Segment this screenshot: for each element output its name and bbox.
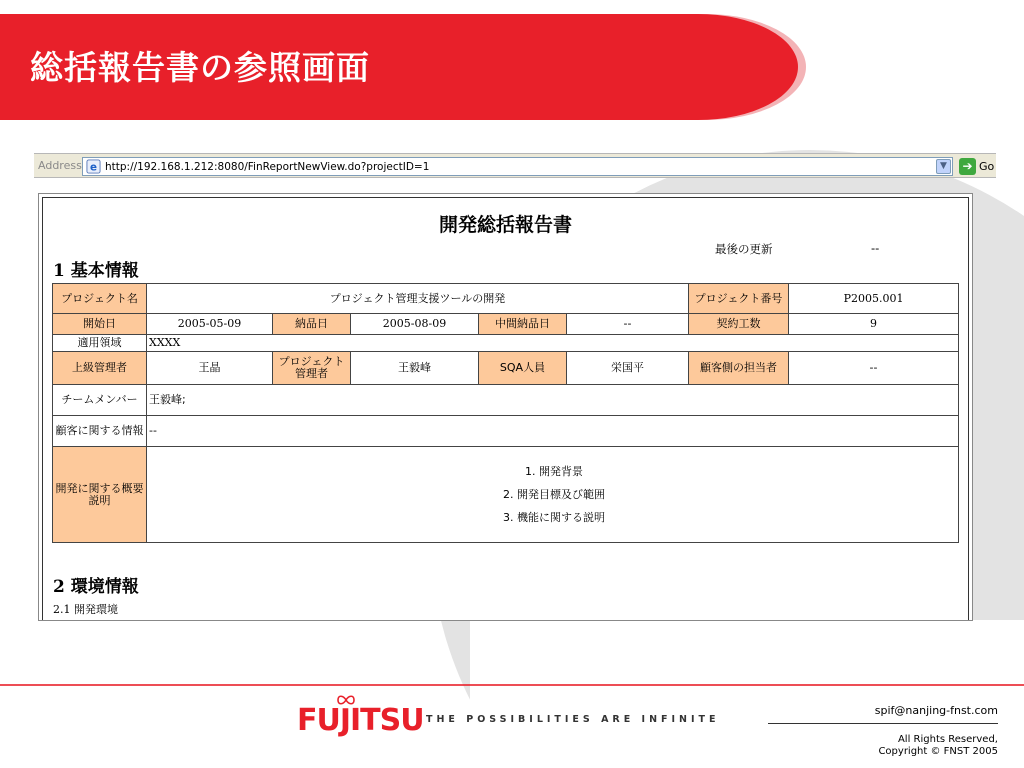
fujitsu-logo: FUJITSU [297, 703, 424, 738]
delivery-date-label: 納品日 [273, 314, 351, 335]
project-manager-value: 王毅峰 [351, 352, 479, 385]
interim-date-value: -- [567, 314, 689, 335]
section-basic-info: 1 基本情報 [53, 261, 139, 281]
overview-item: 2. 開発目標及び範囲 [503, 488, 605, 501]
domain-label: 適用領域 [53, 335, 147, 352]
copyright-block [878, 734, 998, 758]
ie-page-icon [86, 159, 101, 174]
table-row [53, 314, 959, 335]
table-row [53, 335, 959, 352]
table-row [53, 385, 959, 416]
workload-value: 9 [789, 314, 959, 335]
report-page [38, 193, 973, 621]
start-date-label: 開始日 [53, 314, 147, 335]
svg-text:e: e [90, 161, 97, 174]
section-environment-info: 2 環境情報 [53, 577, 139, 597]
senior-manager-value: 王晶 [147, 352, 273, 385]
team-members-value: 王毅峰; [147, 385, 959, 416]
table-row [53, 416, 959, 447]
report-title: 開発総括報告書 [438, 214, 572, 236]
go-label: Go [979, 160, 995, 173]
overview-label: 開発に関する概要説明 [53, 447, 147, 543]
client-info-label: 顧客に関する情報 [53, 416, 147, 447]
basic-info-table [52, 283, 959, 543]
client-info-value: -- [147, 416, 959, 447]
dropdown-arrow-icon[interactable]: ▼ [936, 159, 951, 174]
client-contact-value: -- [789, 352, 959, 385]
address-input[interactable] [82, 157, 953, 176]
last-updated-label: 最後の更新 [715, 242, 773, 256]
project-manager-label: プロジェクト管理者 [273, 352, 351, 385]
subsection-dev-environment: 2.1 開発環境 [53, 603, 118, 616]
last-updated-value: -- [871, 241, 880, 255]
overview-list [147, 447, 959, 543]
sqa-label: SQA人員 [479, 352, 567, 385]
address-url: http://192.168.1.212:8080/FinReportNewView.do?projectID=1 [105, 161, 430, 173]
project-name-label: プロジェクト名 [53, 284, 147, 314]
go-button[interactable] [959, 157, 993, 176]
slide-title: 総括報告書の参照画面 [30, 48, 370, 87]
copyright-text: Copyright © FNST 2005 [878, 746, 998, 757]
project-name-value: プロジェクト管理支援ツールの開発 [147, 284, 689, 314]
address-label: Address [38, 159, 82, 172]
delivery-date-value: 2005-08-09 [351, 314, 479, 335]
rights-text: All Rights Reserved, [897, 734, 998, 745]
overview-item: 1. 開発背景 [525, 465, 583, 478]
contact-email: spif@nanjing-fnst.com [874, 704, 998, 717]
team-members-label: チームメンバー [53, 385, 147, 416]
contact-divider [768, 723, 998, 724]
project-no-label: プロジェクト番号 [689, 284, 789, 314]
interim-date-label: 中間納品日 [479, 314, 567, 335]
sqa-value: 栄国平 [567, 352, 689, 385]
workload-label: 契約工数 [689, 314, 789, 335]
client-contact-label: 顧客側の担当者 [689, 352, 789, 385]
domain-value: XXXX [147, 335, 959, 352]
tagline: THE POSSIBILITIES ARE INFINITE [426, 714, 720, 725]
table-row [53, 447, 959, 543]
overview-item: 3. 機能に関する説明 [503, 511, 605, 524]
go-arrow-icon: ➔ [959, 158, 976, 175]
table-row [53, 352, 959, 385]
project-no-value: P2005.001 [789, 284, 959, 314]
start-date-value: 2005-05-09 [147, 314, 273, 335]
footer-divider [0, 684, 1024, 686]
senior-manager-label: 上級管理者 [53, 352, 147, 385]
browser-address-bar [34, 153, 996, 178]
table-row [53, 284, 959, 314]
